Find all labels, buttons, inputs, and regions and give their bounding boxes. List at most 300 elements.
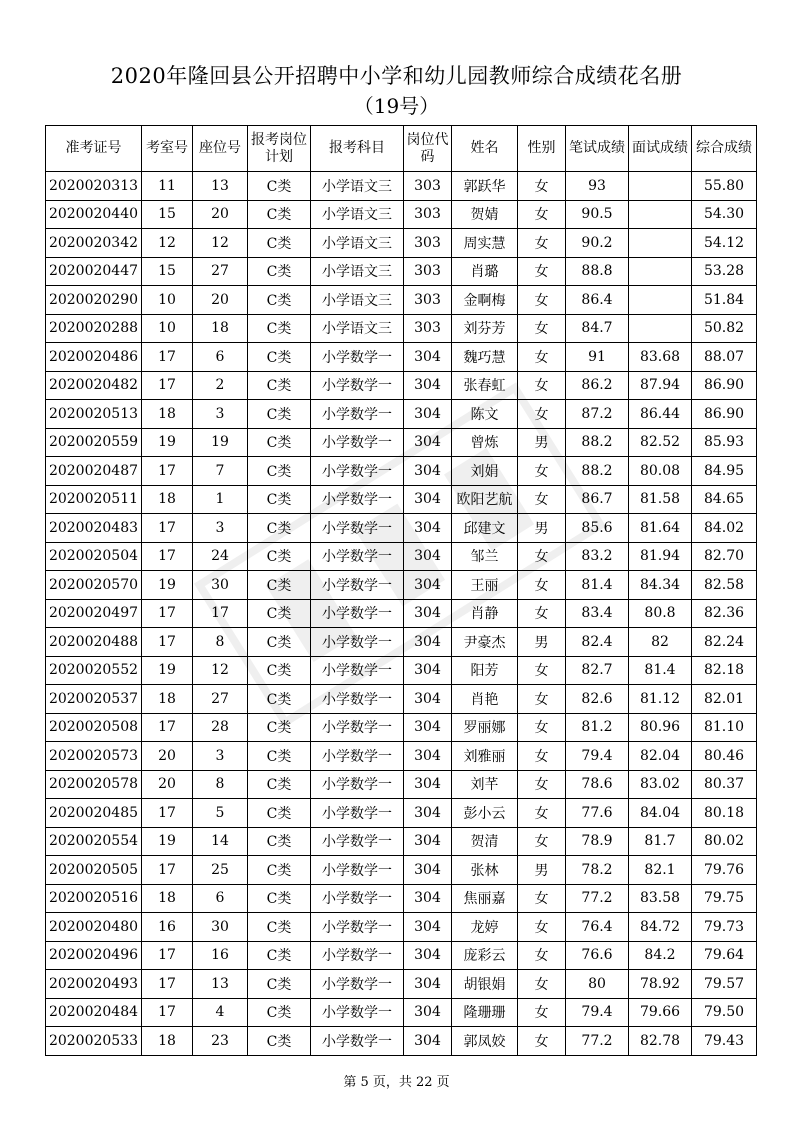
cell-room-number: 12 [142, 229, 193, 258]
table-row [46, 428, 757, 457]
cell-subject: 小学数学一 [311, 628, 404, 657]
table-row [46, 799, 757, 828]
cell-interview-score: 87.94 [629, 371, 692, 400]
cell-total-score: 79.57 [692, 970, 757, 999]
cell-admission-number: 2020020486 [46, 343, 142, 372]
cell-admission-number: 2020020447 [46, 257, 142, 286]
cell-interview-score: 82.04 [629, 742, 692, 771]
cell-name: 张林 [452, 856, 518, 885]
cell-total-score: 51.84 [692, 286, 757, 315]
cell-name: 郭跃华 [452, 172, 518, 201]
cell-gender: 女 [518, 200, 566, 229]
cell-name: 焦丽嘉 [452, 884, 518, 913]
cell-room-number: 17 [142, 542, 193, 571]
cell-admission-number: 2020020504 [46, 542, 142, 571]
cell-written-score: 78.6 [566, 770, 629, 799]
cell-written-score: 80 [566, 970, 629, 999]
cell-written-score: 78.9 [566, 827, 629, 856]
cell-gender: 男 [518, 428, 566, 457]
cell-total-score: 80.02 [692, 827, 757, 856]
cell-name: 陈文 [452, 400, 518, 429]
cell-position-code: 304 [404, 400, 452, 429]
cell-position-plan: C类 [248, 799, 311, 828]
cell-position-plan: C类 [248, 827, 311, 856]
cell-seat-number: 30 [193, 913, 248, 942]
cell-gender: 女 [518, 1027, 566, 1056]
cell-room-number: 17 [142, 799, 193, 828]
cell-written-score: 82.4 [566, 628, 629, 657]
cell-seat-number: 3 [193, 400, 248, 429]
cell-interview-score: 83.68 [629, 343, 692, 372]
table-row [46, 998, 757, 1027]
cell-interview-score: 81.12 [629, 685, 692, 714]
cell-room-number: 11 [142, 172, 193, 201]
cell-total-score: 79.64 [692, 941, 757, 970]
header-total-score: 综合成绩 [692, 126, 757, 172]
cell-gender: 女 [518, 257, 566, 286]
cell-position-plan: C类 [248, 856, 311, 885]
cell-name: 彭小云 [452, 799, 518, 828]
cell-gender: 女 [518, 371, 566, 400]
cell-position-plan: C类 [248, 542, 311, 571]
cell-admission-number: 2020020496 [46, 941, 142, 970]
cell-gender: 女 [518, 400, 566, 429]
cell-seat-number: 27 [193, 685, 248, 714]
table-row [46, 685, 757, 714]
cell-position-code: 304 [404, 713, 452, 742]
cell-room-number: 17 [142, 628, 193, 657]
cell-subject: 小学语文三 [311, 229, 404, 258]
cell-position-code: 304 [404, 685, 452, 714]
cell-room-number: 17 [142, 856, 193, 885]
cell-gender: 男 [518, 628, 566, 657]
cell-admission-number: 2020020440 [46, 200, 142, 229]
cell-interview-score: 82 [629, 628, 692, 657]
cell-position-code: 304 [404, 343, 452, 372]
cell-room-number: 10 [142, 286, 193, 315]
header-interview-score: 面试成绩 [629, 126, 692, 172]
cell-total-score: 80.18 [692, 799, 757, 828]
cell-position-code: 304 [404, 571, 452, 600]
cell-seat-number: 20 [193, 200, 248, 229]
cell-seat-number: 18 [193, 314, 248, 343]
cell-name: 张春虹 [452, 371, 518, 400]
cell-name: 周实慧 [452, 229, 518, 258]
cell-interview-score: 81.7 [629, 827, 692, 856]
cell-seat-number: 23 [193, 1027, 248, 1056]
cell-seat-number: 17 [193, 599, 248, 628]
cell-written-score: 84.7 [566, 314, 629, 343]
cell-interview-score [629, 172, 692, 201]
cell-total-score: 80.46 [692, 742, 757, 771]
header-admission-number: 准考证号 [46, 126, 142, 172]
cell-written-score: 79.4 [566, 742, 629, 771]
cell-gender: 女 [518, 685, 566, 714]
cell-interview-score: 84.34 [629, 571, 692, 600]
cell-total-score: 85.93 [692, 428, 757, 457]
cell-total-score: 82.24 [692, 628, 757, 657]
cell-room-number: 17 [142, 970, 193, 999]
cell-position-code: 304 [404, 656, 452, 685]
cell-position-code: 304 [404, 457, 452, 486]
cell-total-score: 54.30 [692, 200, 757, 229]
cell-written-score: 78.2 [566, 856, 629, 885]
cell-seat-number: 12 [193, 229, 248, 258]
cell-gender: 女 [518, 343, 566, 372]
cell-subject: 小学语文三 [311, 286, 404, 315]
cell-room-number: 17 [142, 371, 193, 400]
table-row [46, 884, 757, 913]
cell-subject: 小学语文三 [311, 257, 404, 286]
table-row [46, 200, 757, 229]
cell-room-number: 18 [142, 485, 193, 514]
cell-seat-number: 25 [193, 856, 248, 885]
cell-room-number: 17 [142, 998, 193, 1027]
cell-position-code: 304 [404, 970, 452, 999]
table-row [46, 542, 757, 571]
cell-position-plan: C类 [248, 628, 311, 657]
cell-gender: 女 [518, 913, 566, 942]
cell-gender: 女 [518, 970, 566, 999]
cell-written-score: 85.6 [566, 514, 629, 543]
cell-admission-number: 2020020511 [46, 485, 142, 514]
cell-subject: 小学语文三 [311, 200, 404, 229]
cell-subject: 小学数学一 [311, 571, 404, 600]
cell-subject: 小学数学一 [311, 485, 404, 514]
cell-seat-number: 12 [193, 656, 248, 685]
cell-interview-score: 82.52 [629, 428, 692, 457]
cell-room-number: 17 [142, 599, 193, 628]
cell-position-plan: C类 [248, 884, 311, 913]
cell-position-plan: C类 [248, 229, 311, 258]
cell-interview-score: 86.44 [629, 400, 692, 429]
cell-position-code: 304 [404, 998, 452, 1027]
cell-name: 尹豪杰 [452, 628, 518, 657]
table-row [46, 827, 757, 856]
cell-written-score: 90.2 [566, 229, 629, 258]
cell-name: 胡银娟 [452, 970, 518, 999]
cell-subject: 小学数学一 [311, 884, 404, 913]
cell-name: 龙婷 [452, 913, 518, 942]
cell-written-score: 86.7 [566, 485, 629, 514]
document-title: 2020年隆回县公开招聘中小学和幼儿园教师综合成绩花名册 [110, 64, 683, 88]
cell-position-code: 304 [404, 941, 452, 970]
cell-total-score: 79.73 [692, 913, 757, 942]
table-row [46, 970, 757, 999]
cell-total-score: 82.36 [692, 599, 757, 628]
cell-position-plan: C类 [248, 286, 311, 315]
cell-subject: 小学数学一 [311, 913, 404, 942]
cell-position-plan: C类 [248, 770, 311, 799]
cell-gender: 女 [518, 599, 566, 628]
cell-position-code: 304 [404, 1027, 452, 1056]
cell-room-number: 19 [142, 656, 193, 685]
cell-subject: 小学数学一 [311, 770, 404, 799]
cell-admission-number: 2020020552 [46, 656, 142, 685]
header-seat-number: 座位号 [193, 126, 248, 172]
table-row [46, 172, 757, 201]
cell-seat-number: 30 [193, 571, 248, 600]
cell-total-score: 84.95 [692, 457, 757, 486]
cell-admission-number: 2020020537 [46, 685, 142, 714]
cell-admission-number: 2020020508 [46, 713, 142, 742]
header-position-code: 岗位代码 [404, 126, 452, 172]
header-position-plan: 报考岗位计划 [248, 126, 311, 172]
cell-position-plan: C类 [248, 571, 311, 600]
cell-position-code: 303 [404, 172, 452, 201]
cell-position-code: 304 [404, 856, 452, 885]
cell-subject: 小学数学一 [311, 970, 404, 999]
cell-total-score: 84.02 [692, 514, 757, 543]
cell-admission-number: 2020020488 [46, 628, 142, 657]
cell-total-score: 79.75 [692, 884, 757, 913]
cell-gender: 男 [518, 514, 566, 543]
table-row [46, 599, 757, 628]
cell-position-plan: C类 [248, 457, 311, 486]
cell-gender: 女 [518, 742, 566, 771]
cell-admission-number: 2020020484 [46, 998, 142, 1027]
cell-total-score: 82.18 [692, 656, 757, 685]
cell-gender: 女 [518, 884, 566, 913]
cell-room-number: 18 [142, 685, 193, 714]
cell-admission-number: 2020020578 [46, 770, 142, 799]
cell-gender: 女 [518, 485, 566, 514]
cell-total-score: 55.80 [692, 172, 757, 201]
cell-position-code: 304 [404, 742, 452, 771]
cell-subject: 小学数学一 [311, 827, 404, 856]
table-row [46, 485, 757, 514]
header-gender: 性别 [518, 126, 566, 172]
cell-subject: 小学数学一 [311, 856, 404, 885]
cell-position-plan: C类 [248, 400, 311, 429]
table-row [46, 571, 757, 600]
cell-room-number: 19 [142, 571, 193, 600]
cell-written-score: 88.2 [566, 457, 629, 486]
cell-seat-number: 1 [193, 485, 248, 514]
cell-subject: 小学数学一 [311, 941, 404, 970]
cell-written-score: 93 [566, 172, 629, 201]
cell-position-code: 304 [404, 428, 452, 457]
cell-name: 贺清 [452, 827, 518, 856]
cell-room-number: 17 [142, 514, 193, 543]
cell-admission-number: 2020020483 [46, 514, 142, 543]
cell-name: 金啊梅 [452, 286, 518, 315]
cell-written-score: 77.6 [566, 799, 629, 828]
cell-subject: 小学数学一 [311, 742, 404, 771]
cell-seat-number: 3 [193, 742, 248, 771]
cell-room-number: 18 [142, 884, 193, 913]
cell-interview-score [629, 200, 692, 229]
cell-position-plan: C类 [248, 970, 311, 999]
cell-subject: 小学语文三 [311, 172, 404, 201]
cell-subject: 小学数学一 [311, 713, 404, 742]
cell-interview-score [629, 229, 692, 258]
cell-interview-score: 78.92 [629, 970, 692, 999]
cell-room-number: 19 [142, 827, 193, 856]
cell-subject: 小学数学一 [311, 685, 404, 714]
cell-total-score: 79.43 [692, 1027, 757, 1056]
cell-written-score: 91 [566, 343, 629, 372]
cell-interview-score: 83.02 [629, 770, 692, 799]
cell-gender: 女 [518, 542, 566, 571]
cell-gender: 女 [518, 314, 566, 343]
document-subtitle: （19号） [353, 94, 440, 118]
cell-position-code: 304 [404, 628, 452, 657]
cell-admission-number: 2020020482 [46, 371, 142, 400]
cell-subject: 小学数学一 [311, 799, 404, 828]
table-row [46, 400, 757, 429]
cell-admission-number: 2020020313 [46, 172, 142, 201]
cell-name: 魏巧慧 [452, 343, 518, 372]
cell-room-number: 18 [142, 1027, 193, 1056]
cell-subject: 小学数学一 [311, 998, 404, 1027]
cell-subject: 小学数学一 [311, 400, 404, 429]
cell-position-code: 304 [404, 884, 452, 913]
cell-written-score: 81.4 [566, 571, 629, 600]
cell-seat-number: 8 [193, 770, 248, 799]
cell-admission-number: 2020020480 [46, 913, 142, 942]
table-row [46, 457, 757, 486]
cell-written-score: 88.8 [566, 257, 629, 286]
cell-seat-number: 4 [193, 998, 248, 1027]
cell-name: 罗丽娜 [452, 713, 518, 742]
cell-written-score: 86.4 [566, 286, 629, 315]
cell-position-code: 303 [404, 229, 452, 258]
cell-written-score: 87.2 [566, 400, 629, 429]
cell-position-plan: C类 [248, 913, 311, 942]
cell-subject: 小学数学一 [311, 371, 404, 400]
cell-interview-score: 83.58 [629, 884, 692, 913]
cell-seat-number: 8 [193, 628, 248, 657]
cell-subject: 小学数学一 [311, 656, 404, 685]
cell-admission-number: 2020020288 [46, 314, 142, 343]
cell-name: 肖艳 [452, 685, 518, 714]
cell-admission-number: 2020020290 [46, 286, 142, 315]
table-row [46, 713, 757, 742]
cell-total-score: 82.70 [692, 542, 757, 571]
cell-interview-score: 80.8 [629, 599, 692, 628]
cell-gender: 女 [518, 229, 566, 258]
cell-seat-number: 28 [193, 713, 248, 742]
cell-written-score: 81.2 [566, 713, 629, 742]
cell-total-score: 84.65 [692, 485, 757, 514]
cell-total-score: 81.10 [692, 713, 757, 742]
cell-position-plan: C类 [248, 656, 311, 685]
cell-gender: 女 [518, 799, 566, 828]
cell-name: 阳芳 [452, 656, 518, 685]
cell-admission-number: 2020020505 [46, 856, 142, 885]
cell-interview-score: 79.66 [629, 998, 692, 1027]
cell-gender: 女 [518, 998, 566, 1027]
cell-name: 邱建文 [452, 514, 518, 543]
cell-position-code: 304 [404, 599, 452, 628]
cell-position-plan: C类 [248, 599, 311, 628]
table-row [46, 514, 757, 543]
cell-admission-number: 2020020342 [46, 229, 142, 258]
table-row [46, 286, 757, 315]
cell-room-number: 10 [142, 314, 193, 343]
cell-position-code: 303 [404, 286, 452, 315]
table-row [46, 628, 757, 657]
cell-subject: 小学数学一 [311, 599, 404, 628]
cell-written-score: 82.7 [566, 656, 629, 685]
cell-admission-number: 2020020554 [46, 827, 142, 856]
cell-gender: 女 [518, 656, 566, 685]
cell-written-score: 86.2 [566, 371, 629, 400]
cell-position-code: 303 [404, 257, 452, 286]
table-row [46, 257, 757, 286]
cell-position-plan: C类 [248, 172, 311, 201]
cell-total-score: 53.28 [692, 257, 757, 286]
cell-name: 隆珊珊 [452, 998, 518, 1027]
cell-room-number: 20 [142, 742, 193, 771]
cell-position-plan: C类 [248, 485, 311, 514]
cell-subject: 小学语文三 [311, 314, 404, 343]
cell-written-score: 76.6 [566, 941, 629, 970]
cell-subject: 小学数学一 [311, 542, 404, 571]
cell-position-code: 303 [404, 200, 452, 229]
cell-name: 郭凤姣 [452, 1027, 518, 1056]
cell-admission-number: 2020020573 [46, 742, 142, 771]
cell-position-code: 304 [404, 799, 452, 828]
cell-interview-score [629, 286, 692, 315]
cell-position-plan: C类 [248, 941, 311, 970]
cell-position-plan: C类 [248, 713, 311, 742]
cell-written-score: 88.2 [566, 428, 629, 457]
cell-subject: 小学数学一 [311, 428, 404, 457]
cell-seat-number: 7 [193, 457, 248, 486]
cell-seat-number: 19 [193, 428, 248, 457]
header-subject: 报考科目 [311, 126, 404, 172]
cell-position-plan: C类 [248, 742, 311, 771]
cell-written-score: 79.4 [566, 998, 629, 1027]
cell-position-plan: C类 [248, 257, 311, 286]
cell-room-number: 15 [142, 257, 193, 286]
cell-total-score: 82.01 [692, 685, 757, 714]
cell-name: 欧阳艺航 [452, 485, 518, 514]
table-row [46, 371, 757, 400]
cell-name: 邹兰 [452, 542, 518, 571]
cell-total-score: 54.12 [692, 229, 757, 258]
cell-total-score: 82.58 [692, 571, 757, 600]
cell-room-number: 19 [142, 428, 193, 457]
cell-room-number: 16 [142, 913, 193, 942]
cell-written-score: 76.4 [566, 913, 629, 942]
cell-position-code: 304 [404, 913, 452, 942]
cell-name: 肖静 [452, 599, 518, 628]
cell-total-score: 79.50 [692, 998, 757, 1027]
cell-name: 王丽 [452, 571, 518, 600]
cell-position-plan: C类 [248, 343, 311, 372]
cell-admission-number: 2020020516 [46, 884, 142, 913]
cell-seat-number: 20 [193, 286, 248, 315]
cell-total-score: 86.90 [692, 371, 757, 400]
table-row [46, 913, 757, 942]
cell-interview-score: 80.96 [629, 713, 692, 742]
table-row [46, 343, 757, 372]
cell-written-score: 77.2 [566, 1027, 629, 1056]
cell-admission-number: 2020020487 [46, 457, 142, 486]
cell-name: 刘芬芳 [452, 314, 518, 343]
cell-seat-number: 5 [193, 799, 248, 828]
table-row [46, 314, 757, 343]
cell-gender: 女 [518, 172, 566, 201]
cell-interview-score: 81.4 [629, 656, 692, 685]
cell-interview-score: 82.1 [629, 856, 692, 885]
table-row [46, 229, 757, 258]
cell-interview-score: 84.04 [629, 799, 692, 828]
cell-seat-number: 14 [193, 827, 248, 856]
